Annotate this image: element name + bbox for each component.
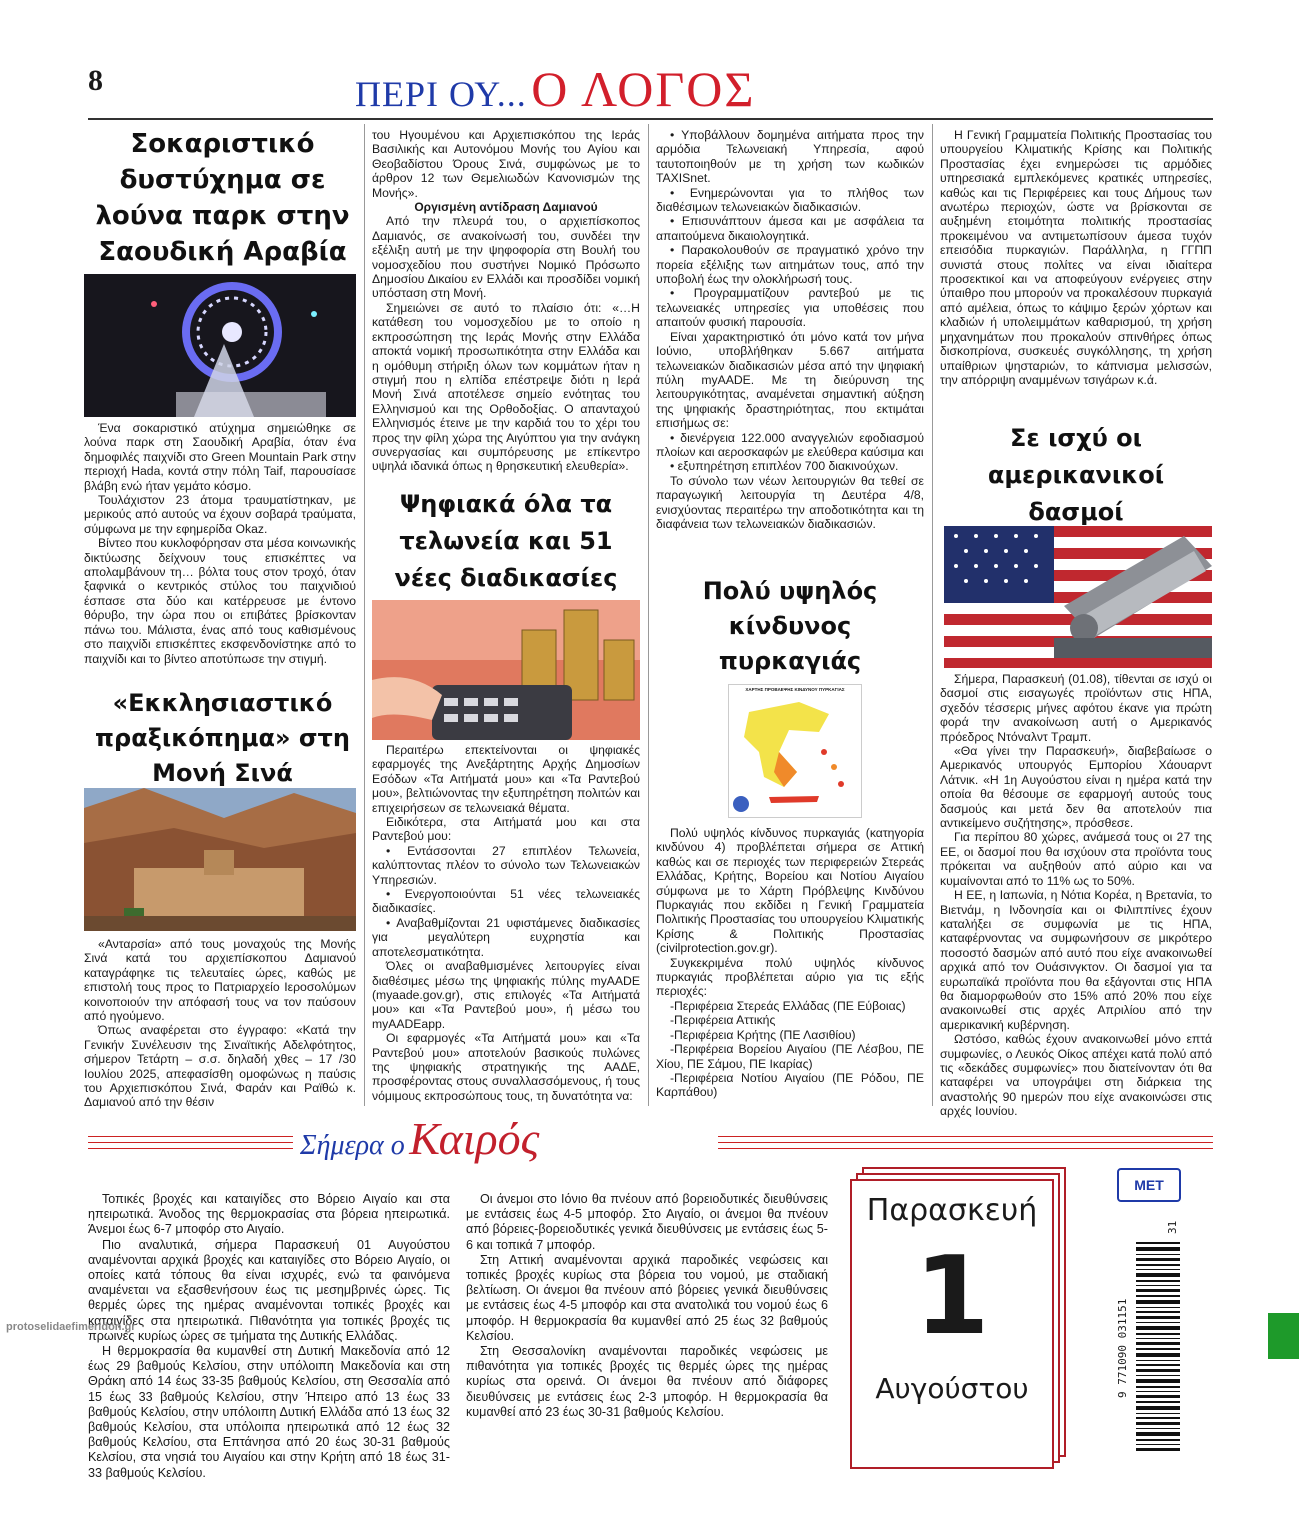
article-paragraph: Όλες οι αναβαθμισμένες λειτουργίες είναι διαθέσιμες μέσω της ψηφιακής πύλης myAADE (myaade.gov.gr), στις επιλογές «Τα Αιτήματά μου» και «Τα Ραντεβού μου», ή μέσω του myAADEapp.	[372, 959, 640, 1031]
article-paragraph: Ένα σοκαριστικό ατύχημα σημειώθηκε σε λούνα παρκ στη Σαουδική Αραβία, όταν ένα δημοφιλές παιχνίδι στο Green Mountain Park στην περιοχή Hada, κοντά στην πόλη Taif, παρουσίασε βλάβη ενώ ήταν γεμάτο κόσμο.	[84, 421, 356, 493]
bullet-item: • Εντάσσονται 27 επιπλέον Τελωνεία, καλύπτοντας πλέον το σύνολο των Τελωνειακών Υπηρεσιών.	[372, 843, 640, 887]
article-headline: Ψηφιακά όλα τα τελωνεία και 51 νέες διαδικασίες	[394, 490, 618, 592]
bullet-item: • Επισυνάπτουν άμεσα και με ασφάλεια τα απαιτούμενα δικαιολογητικά.	[656, 214, 924, 243]
article-paragraph: Σήμερα, Παρασκευή (01.08), τίθενται σε ισχύ οι δασμοί στις εισαγωγές προϊόντων στις ΗΠΑ, σχεδόν τέσσερις μήνες αφότου έκανε για πρώτη φορά την ανακοίνωση αυτή ο Αμερικανός πρόεδρος Ντόναλντ Τραμπ.	[940, 672, 1212, 744]
weather-paragraph: Στη Αττική αναμένονται αρχικά παροδικές νεφώσεις και τοπικές βροχές κυρίως στα βόρεια του νομού, με σταδιακή βελτίωση. Οι άνεμοι θα πνέουν από βόρειες γενικά διευθύνσεις με εντάσεις έως 4-5 μποφόρ και στα ανατολικά του νομού έως 6 μποφόρ. Η θερμοκρασία θα κυμανθεί από 25 έως 32 βαθμούς Κελσίου.	[466, 1252, 828, 1343]
barcode-digits: 9 771090 031151	[1116, 1298, 1129, 1398]
weather-body	[466, 1192, 828, 1420]
issue-number: 31	[1166, 1220, 1179, 1234]
masthead-big: Ο ΛΟΓΟΣ	[531, 61, 756, 117]
fire-risk-map	[728, 684, 862, 818]
coins-calculator-photo	[372, 600, 640, 740]
weather-paragraph: Η θερμοκρασία θα κυμανθεί στη Δυτική Μακεδονία από 12 έως 29 βαθμούς Κελσίου, στην υπόλοιπη Μακεδονία και στη Θράκη από 14 έως 33-35 βαθμούς Κελσίου, στη Θεσσαλία από 15 έως 33 βαθμούς Κελσίου, στην Ήπειρο από 13 έως 33 βαθμούς Κελσίου, στην υπόλοιπη Δυτική Ελλάδα από 13 έως 32 βαθμούς Κελσίου, στα υπόλοιπα ηπειρωτικά από 12 έως 32 βαθμούς Κελσίου, στα Επτάνησα από 20 έως 30-31 βαθμούς Κελσίου, στα νησιά του Αιγαίου και στην Κρήτη από 18 έως 31-33 βαθμούς Κελσίου.	[88, 1344, 450, 1480]
article-paragraph: Από την πλευρά του, ο αρχιεπίσκοπος Δαμιανός, σε ανακοίνωσή του, συνδέει την εξέλιξη αυτή με την ψηφοφορία στη Βουλή του νομοσχεδίου που συστήνει Νομικό Πρόσωπο Δημοσίου Δικαίου εν Ελλάδι και προσδίδει νομική υπόσταση στη Μονή.	[372, 214, 640, 301]
weather-title-small: Σήμερα ο	[300, 1130, 405, 1161]
weather-paragraph: Οι άνεμοι στο Ιόνιο θα πνέουν από βορειοδυτικές διευθύνσεις με εντάσεις έως 4-5 μποφόρ. Στο Αιγαίο, οι άνεμοι θα πνέουν από βόρειες-βορειοδυτικές γενικά διευθύνσεις με εντάσεις έως 5-6 και τοπικά 7 μποφόρ.	[466, 1192, 828, 1252]
calendar-day-name: Παρασκευή	[866, 1193, 1038, 1228]
region-item: -Περιφέρεια Κρήτης (ΠΕ Λασιθίου)	[670, 1027, 856, 1042]
article-body	[84, 937, 356, 1110]
column-divider	[364, 124, 365, 1106]
monastery-photo	[84, 788, 356, 931]
article-paragraph: Τουλάχιστον 23 άτομα τραυματίστηκαν, με μερικούς από αυτούς να έχουν σοβαρά τραύματα, σύμφωνα με την εφημερίδα Okaz.	[84, 493, 356, 536]
weather-rule	[88, 1142, 293, 1143]
weather-body	[88, 1192, 450, 1481]
weather-title-big: Καιρός	[409, 1113, 540, 1164]
region-item: -Περιφέρεια Νοτίου Αιγαίου (ΠΕ Ρόδου, ΠΕ Καρπάθου)	[656, 1070, 924, 1100]
weather-paragraph: Τοπικές βροχές και καταιγίδες στο Βόρειο Αιγαίο και στα ηπειρωτικά. Άνοδος της θερμοκρασίας στα βόρεια ηπειρωτικά. Άνεμοι έως 6-7 μποφόρ στο Αιγαίο.	[88, 1192, 450, 1237]
article-subheading: Οργισμένη αντίδραση Δαμιανού	[414, 200, 598, 215]
region-item: -Περιφέρεια Βορείου Αιγαίου (ΠΕ Λέσβου, ΠΕ Χίου, ΠΕ Σάμου, ΠΕ Ικαρίας)	[656, 1042, 924, 1071]
weather-paragraph: Πιο αναλυτικά, σήμερα Παρασκευή 01 Αυγούστου αναμένονται αρχικά βροχές και καταιγίδες στο Βόρειο Αιγαίο, οι οποίες κατά τόπους θα είναι ισχυρές, ενώ τα φαινόμενα αναμένεται να εξασθενήσουν έως τις μεσημβρινές ώρες. Τις θερμές ώρες της ημέρας αναμένονται τοπικές βροχές και καταιγίδες στα ηπειρωτικά. Πιθανότητα για τοπικές βροχές τις πρωινές κυρίως ώρες σε τμήματα της Δυτικής Ελλάδας.	[88, 1237, 450, 1343]
weather-title	[300, 1112, 710, 1165]
article-paragraph: του Ηγουμένου και Αρχιεπισκόπου της Ιεράς Βασιλικής και Αυτονόμου Μονής του Αγίου και Θεοβαδίστου Όρους Σινά, συμφώνως με το άρθρον 12 των Θεμελιωδών Κανονισμών της Μονής».	[372, 128, 640, 200]
article-headline: «Εκκλησιαστικό πραξικόπημα» στη Μονή Σινά	[95, 689, 350, 787]
masthead	[355, 60, 955, 116]
weather-rule	[718, 1136, 1213, 1137]
calendar-day-number: 1	[914, 1234, 990, 1359]
calendar-month: Αυγούστου	[875, 1372, 1029, 1405]
bullet-item: • διενέργεια 122.000 αναγγελιών εφοδιασμού πλοίων και αεροσκαφών με ελεύθερα καύσιμα και	[656, 430, 924, 459]
article-body	[940, 128, 1212, 387]
article-paragraph: Για περίπου 80 χώρες, ανάμεσά τους οι 27 της ΕΕ, οι δασμοί που θα ισχύουν στα προϊόντα τους πρόκειται να αυξηθούν από αύριο και να κυμαίνονται από το 11% ως το 50%.	[940, 830, 1212, 888]
weather-rule	[88, 1148, 293, 1149]
map-caption: ΧΑΡΤΗΣ ΠΡΟΒΛΕΨΗΣ ΚΙΝΔΥΝΟΥ ΠΥΡΚΑΓΙΑΣ	[745, 687, 845, 692]
weather-rule	[88, 1136, 293, 1137]
article-body	[940, 672, 1212, 1119]
article-paragraph: Πολύ υψηλός κίνδυνος πυρκαγιάς (κατηγορία κινδύνου 4) προβλέπεται σήμερα σε Αττική καθώς και σε περιοχές των περιφερειών Στερεάς Ελλάδας, Κρήτης, Βορείου και Νοτίου Αιγαίου σύμφωνα με το Χάρτη Πρόβλεψης Κινδύνου Πυρκαγιάς που εκδίδει η Γενική Γραμματεία Πολιτικής Προστασίας του υπουργείου Κλιματικής Κρίσης & Πολιτικής Προστασίας (civilprotection.gov.gr).	[656, 826, 924, 956]
article-paragraph: Ωστόσο, καθώς έχουν ανακοινωθεί μόνο επτά συμφωνίες, ο Λευκός Οίκος απέχει κατά πολύ από τις «δεκάδες συμφωνίες» που διατείνονταν ότι θα καταφέρει να υπογράψει στη διάρκεια της αναστολής 90 ημερών που είχε ανακοινώσει στις αρχές Ιουνίου.	[940, 1032, 1212, 1119]
article-paragraph: Περαιτέρω επεκτείνονται οι ψηφιακές εφαρμογές της Ανεξάρτητης Αρχής Δημοσίων Εσόδων «Τα Αιτήματά μου» και «Τα Ραντεβού μου», βελτιώνοντας την εξυπηρέτηση πολιτών και επιχειρήσεων σε τελωνειακά θέματα.	[372, 743, 640, 815]
article-body	[372, 743, 640, 1103]
article-paragraph: Σημειώνει σε αυτό το πλαίσιο ότι: «…Η κατάθεση του νομοσχεδίου με το οποίο η εκπροσώπηση της Ιεράς Μονής στην Ελλάδα αποκτά νομική προσωπικότητα στην Ελλάδα και η ομόθυμη στήριξη όλων των κομμάτων ήταν η στιγμή που η ελπίδα επέστρεψε διότι η Ιερά Μονή Σινά αποτέλεσε σημείο ενότητας του Ελληνισμού και της Ορθοδοξίας. Ο απανταχού Ελληνισμός έτεινε με την καρδιά του το χέρι του προς την φίλη χώρα της Αιγύπτου για την ανάγκη συνεργασίας και συμπόρευσης με επίκεντρο υψηλά ιδανικά όπως η θρησκευτική ελευθερία».	[372, 300, 640, 474]
article-paragraph: Η ΕΕ, η Ιαπωνία, η Νότια Κορέα, η Βρετανία, το Βιετνάμ, η Ινδονησία και οι Φιλιππίνες έχουν καταλήξει σε συμφωνία με τις ΗΠΑ, καταφέρνοντας να συμφωνήσουν σε μικρότερο ποσοστό δασμών από αυτό που είχε ανακοινωθεί αρχικά από τον Ουάσινγκτον. Οι δασμοί για τα ευρωπαϊκά προϊόντα που θα εξάγονται στις ΗΠΑ θα διαμορφωθούν στο 15% από 20% που είχε ανακοινωθεί στις αρχές Απριλίου από την αμερικανική κυβέρνηση.	[940, 888, 1212, 1032]
column-divider	[648, 124, 649, 1106]
region-item: -Περιφέρεια Αττικής	[670, 1013, 776, 1028]
article-paragraph: «Θα γίνει την Παρασκευή», διαβεβαίωσε ο Αμερικανός υπουργός Εμπορίου Χάουαρντ Λάτνικ. «Η 1η Αυγούστου είναι η ημέρα κατά την οποία θα θέσουμε σε εφαρμογή αυτούς τους δασμούς και μετά δεν θα αποτελούν πια αντικείμενο συζήτησης», πρόσθεσε.	[940, 744, 1212, 831]
article-paragraph: Η Γενική Γραμματεία Πολιτικής Προστασίας του υπουργείου Κλιματικής Κρίσης και Πολιτικής Προστασίας έχει ενημερώσει τις αρμόδιες υπηρεσιακά εμπλεκόμενες κρατικές υπηρεσίες, καθώς και τις Περιφέρειες και τους Δήμους των ανωτέρω περιοχών, ώστε να βρίσκονται σε αυξημένη ετοιμότητα πολιτικής προστασίας προκειμένου να αντιμετωπίσουν άμεσα τυχόν επεισόδια πυρκαγιών. Παράλληλα, η ΓΓΠΠ συνιστά στους πολίτες να είναι ιδιαίτερα προσεκτικοί και να αποφεύγουν ενέργειες στην ύπαιθρο που μπορούν να προκαλέσουν πυρκαγιά από αμέλεια, όπως το κάψιμο ξερών χόρτων και κλαδιών ή υπολειμμάτων καθαρισμού, τη χρήση μηχανημάτων που προκαλούν σπινθήρες όπως δισκοπρίονα, συσκευές συγκόλλησης, τη χρήση υπαίθριων ψησταριών, το κάπνισμα μελισσών, την απόρριψη αναμμένων τσιγάρων κ.ά.	[940, 128, 1212, 387]
us-flag-steel-photo	[944, 526, 1212, 668]
article-body	[656, 128, 924, 531]
bullet-item: • Ενημερώνονται για το πλήθος των διαθέσιμων τελωνειακών διαδικασιών.	[656, 185, 924, 215]
article-body	[656, 826, 924, 1100]
article-paragraph: «Ανταρσία» από τους μοναχούς της Μονής Σινά κατά του αρχιεπίσκοπου Δαμιανού καταγράφηκε τις τελευταίες ώρες, καθώς με επιστολή τους προς το Πατριαρχείο Ιεροσολύμων κοινοποιούν την απόφασή τους να τον παύσουν από ηγούμενο.	[84, 937, 356, 1024]
article-paragraph: Συγκεκριμένα πολύ υψηλός κίνδυνος πυρκαγιάς προβλέπεται αύριο για τις εξής περιοχές:	[656, 955, 924, 999]
header-rule	[88, 118, 1213, 120]
article-headline: Πολύ υψηλός κίνδυνος πυρκαγιάς	[702, 577, 878, 675]
bullet-item: • εξυπηρέτηση επιπλέον 700 διακινούχων.	[670, 459, 899, 474]
article-headline: Σοκαριστικό δυστύχημα σε λούνα παρκ στην Σαουδική Αραβία	[95, 129, 350, 267]
barcode	[1116, 1220, 1184, 1460]
weather-rule	[718, 1142, 1213, 1143]
bullet-item: • Αναβαθμίζονται 21 υφιστάμενες διαδικασίες για μεγαλύτερη ευχρηστία και αποτελεσματικότητα.	[372, 915, 640, 959]
article-headline: Σε ισχύ οι αμερικανικοί δασμοί	[987, 424, 1165, 526]
bullet-item: • Προγραμματίζουν ραντεβού με τις τελωνειακές υπηρεσίες για υποθέσεις που απαιτούν φυσική παρουσία.	[656, 286, 924, 330]
watermark: protoselidaefimeridon.gr	[6, 1321, 136, 1333]
article-body	[372, 128, 640, 474]
article-paragraph: Βίντεο που κυκλοφόρησαν στα μέσα κοινωνικής δικτύωσης δείχνουν τους επισκέπτες να απολαμβάνουν τη… βόλτα τους στον τροχό, όταν ξαφνικά ο κεντρικός στύλος του παιχνιδιού έσπασε στα δύο και κατέρρευσε με έντονο θόρυβο, την ώρα που οι επιβάτες βρίσκονταν πάνω του. Μάλιστα, ένας από τους καθισμένους στο παιχνίδι επισκέπτες εκσφενδονίστηκε από το παιχνίδι και το βίντεο αποτύπωσε την στιγμή.	[84, 536, 356, 666]
article-paragraph: Όπως αναφέρεται στο έγγραφο: «Κατά την Γενικήν Συνέλευσιν της Σιναϊτικής Αδελφότητος, σήμερον Τετάρτη – σ.σ. δηλαδή χθες – 17 /30 Ιουλίου 2025, απεφασίσθη ομοφώνως η παύσις του Αρχιεπισκόπου Σινά, Φαράν και Ραϊθώ κ. Δαμιανού από την θέσιν	[84, 1023, 356, 1110]
article-paragraph: Είναι χαρακτηριστικό ότι μόνο κατά τον μήνα Ιούνιο, υποβλήθηκαν 5.667 αιτήματα τελωνειακών διαδικασιών μέσα από την ψηφιακή πύλη myAADE. Με τη διεύρυνση της λειτουργικότητας, αναμένεται σημαντική αύξηση της ψηφιακής δραστηριότητας, που εκτιμάται επισήμως σε:	[656, 329, 924, 431]
article-body	[84, 421, 356, 666]
weather-rule	[718, 1148, 1213, 1149]
column-divider	[932, 124, 933, 1106]
bullet-item: • Ενεργοποιούνται 51 νέες τελωνειακές διαδικασίες.	[372, 887, 640, 916]
article-paragraph: Οι εφαρμογές «Τα Αιτήματά μου» και «Τα Ραντεβού μου» αποτελούν βασικούς πυλώνες της ψηφιακής στρατηγικής της ΑΑΔΕ, προσφέροντας στους συναλλασσόμενους, ή τους νόμιμους εκπροσώπους τους, τη δυνατότητα να:	[372, 1031, 640, 1103]
calendar-page	[850, 1179, 1054, 1469]
bullet-item: • Παρακολουθούν σε πραγματικό χρόνο την πορεία εξέλιξης των αιτημάτων τους, από την υποβολή έως την ολοκλήρωσή τους.	[656, 243, 924, 287]
region-item: -Περιφέρεια Στερεάς Ελλάδας (ΠΕ Εύβοιας)	[670, 998, 906, 1013]
weather-paragraph: Στη Θεσσαλονίκη αναμένονται παροδικές νεφώσεις με πιθανότητα για τοπικές βροχές τις θερμές ώρες της ημέρας κυρίως στα ορεινά. Οι άνεμοι θα πνέουν από διάφορες διευθύνσεις με εντάσεις έως 2-3 μποφόρ. Η θερμοκρασία θα κυμανθεί από 23 έως 30-31 βαθμούς Κελσίου.	[466, 1344, 828, 1419]
masthead-small: ΠΕΡΙ ΟΥ...	[355, 74, 527, 114]
amusement-ride-photo	[84, 274, 356, 417]
page-number: 8	[88, 64, 103, 97]
article-paragraph: Ειδικότερα, στα Αιτήματά μου και στα Ραντεβού μου:	[372, 815, 640, 844]
bullet-item: • Υποβάλλουν δομημένα αιτήματα προς την αρμόδια Τελωνειακή Υπηρεσία, αφού ταυτοποιηθούν με τη χρήση των κωδικών TAXISnet.	[656, 128, 924, 186]
green-edge-tab	[1268, 1313, 1299, 1359]
met-logo: ΜΕΤ	[1117, 1168, 1181, 1202]
article-paragraph: Το σύνολο των νέων λειτουργιών θα τεθεί σε παραγωγική λειτουργία τη Δευτέρα 4/8, ενισχύοντας περαιτέρω την αποδοτικότητα και τη διαφάνεια των τελωνειακών διαδικασιών.	[656, 473, 924, 531]
